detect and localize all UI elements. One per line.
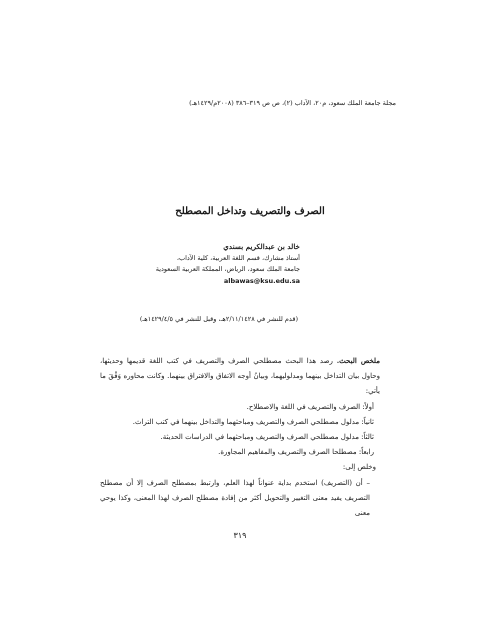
paper-title: الصرف والتصريف وتداخل المصطلح (175, 206, 325, 217)
author-affiliation-2: جامعة الملك سعود، الرياض، المملكة العربية السعودية (155, 265, 300, 273)
abstract-item-1: أولاً: الصرف والتصريف في اللغة والاصطلاح. (246, 402, 374, 411)
author-email: albawas@ksu.edu.sa (223, 276, 300, 285)
abstract (100, 353, 380, 521)
journal-header (96, 99, 396, 108)
abstract-item-2: ثانياً: مدلول مصطلحي الصرف والتصريف ومباحثهما والتداخل بينهما في كتب التراث. (132, 417, 374, 426)
page-number: ٣١٩ (233, 531, 247, 540)
abstract-label: ملخص البحث. (336, 356, 380, 365)
submission-dates: (قدم للنشر في ٢/١١/١٤٢٨هـ، وقبل للنشر في ١٤٢٩/٤/٥هـ) (139, 315, 298, 323)
author-block (150, 241, 300, 287)
conclusion-label: وخلص إلى: (342, 463, 376, 472)
abstract-intro: رصد هذا البحث مصطلحي الصرف والتصريف في كتب اللغة قديمها وحديثها، وحاول بيان التداخل بينهما ومدلوليهما، وبيانُ أوجه الاتفاق والافتراق بينهما. وكانت محاوره وَفْقَ ما يأتي: (100, 357, 380, 396)
abstract-item-4: رابعاً: مصطلحا الصرف والتصريف والمفاهيم المجاورة. (218, 448, 374, 457)
conclusion-item: – أن (التصريف) استخدم بداية عنواناً لهذا العلم، وارتبط بمصطلح الصرف إلا أن مصطلح التصريف يفيد معنى التغيير والتحويل أكثر من إفادة مصطلح الصرف لهذا المعنى، وكذا يوحي معنى (100, 478, 370, 518)
abstract-intro-paragraph (100, 353, 380, 400)
journal-citation: مجلة جامعة الملك سعود، م٢٠، الآداب (٢)، ص ص ٣١٩–٣٨٦ (٢٠٠٨م/١٤٢٩هـ) (189, 99, 396, 107)
author-name: خالد بن عبدالكريم بسندي (223, 242, 300, 251)
abstract-item-3: ثالثاً: مدلول مصطلحي الصرف والتصريف ومباحثهما في الدراسات الحديثة. (160, 433, 374, 442)
author-affiliation-1: أستاذ مشارك، قسم اللغة العربية، كلية الآداب، (176, 253, 300, 262)
